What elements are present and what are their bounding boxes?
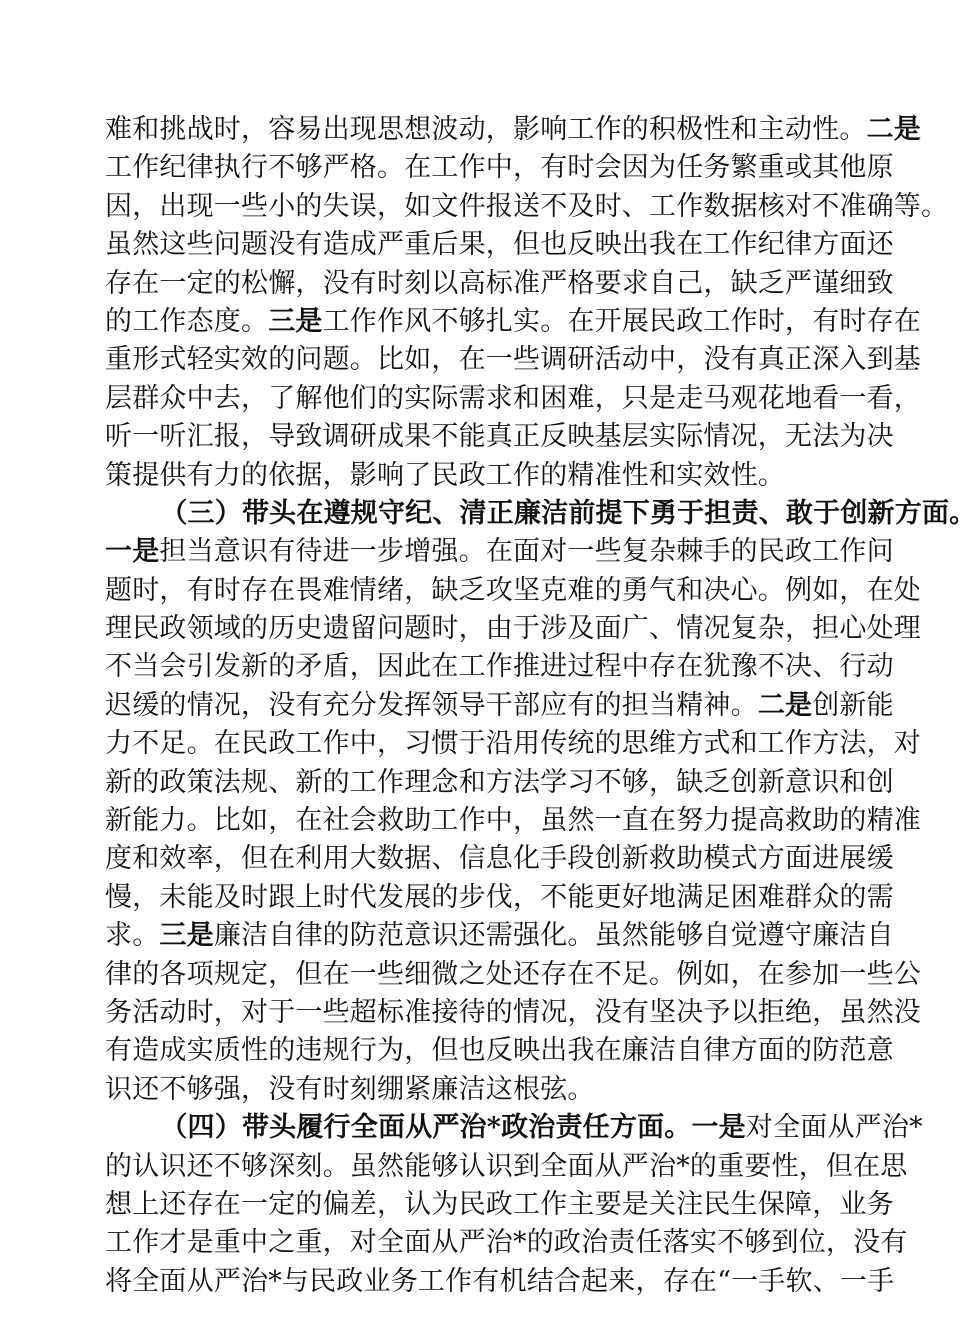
line-text: 新能力。比如，在社会救助工作中，虽然一直在努力提高救助的精准: [105, 805, 921, 837]
text-line-19: [105, 802, 921, 840]
line-text: 难和挑战时，容易出现思想波动，影响工作的积极性和主动性。: [105, 114, 867, 145]
line-text: 慢，未能及时跟上时代发展的步伐，不能更好地满足困难群众的需: [105, 881, 894, 913]
line-text: 因，出现一些小的失误，如文件报送不及时、工作数据核对不准确等。: [105, 190, 949, 222]
text-line-16: [105, 687, 894, 725]
text-line-1: [105, 111, 922, 149]
section-heading-4: [105, 1109, 923, 1147]
bold-marker: 二是: [757, 689, 813, 721]
line-text: 策提供有力的依据，影响了民政工作的精准性和实效性。: [105, 459, 785, 491]
line-text: 的认识还不够深刻。虽然能够认识到全面从严治*的重要性，但在思: [105, 1150, 908, 1182]
text-line-31: [105, 1263, 895, 1301]
text-line-21: [105, 879, 894, 917]
text-line-13: [105, 572, 921, 610]
text-line-14: [105, 610, 921, 648]
line-text: 题时，有时存在畏难情绪，缺乏攻坚克难的勇气和决心。例如，在处: [105, 574, 921, 606]
line-text: 虽然这些问题没有造成严重后果，但也反映出我在工作纪律方面还: [105, 229, 894, 261]
line-text: 重形式轻实效的问题。比如，在一些调研活动中，没有真正深入到基: [105, 344, 921, 376]
line-text: 的工作态度。: [105, 305, 269, 337]
text-line-18: [105, 764, 894, 802]
line-text: 工作纪律执行不够严格。在工作中，有时会因为任务繁重或其他原: [105, 152, 894, 184]
line-text: 度和效率，但在利用大数据、信息化手段创新救助模式方面进展缓: [105, 843, 894, 875]
bold-marker: 二是: [866, 114, 922, 145]
text-line-4: [105, 226, 894, 264]
text-line-5: [105, 265, 894, 303]
text-line-10: [105, 457, 850, 495]
text-line-28: [105, 1148, 908, 1186]
line-text: 律的各项规定，但在一些细微之处还存在不足。例如，在参加一些公: [105, 958, 921, 990]
line-text: 迟缓的情况，没有充分发挥领导干部应有的担当精神。: [105, 689, 758, 721]
line-text: 理民政领域的历史遗留问题时，由于涉及面广、情况复杂，担心处理: [105, 613, 921, 645]
text-line-29: [105, 1186, 894, 1224]
section-heading-text: （三）带头在遵规守纪、清正廉洁前提下勇于担责、敢于创新方面。: [160, 497, 976, 529]
line-text: 廉洁自律的防范意识还需强化。虽然能够自觉遵守廉洁自: [213, 920, 894, 952]
line-text: 将全面从严治*与民政业务工作有机结合起来，存在“一手软、一手: [105, 1265, 895, 1297]
text-line-6: [105, 303, 922, 341]
line-text: 有造成实质性的违规行为，但也反映出我在廉洁自律方面的防范意: [105, 1035, 894, 1067]
line-text: 对全面从严治*: [745, 1112, 923, 1144]
text-line-2: [105, 149, 894, 187]
text-line-8: [105, 380, 921, 418]
text-line-24: [105, 994, 921, 1032]
line-text: 力不足。在民政工作中，习惯于沿用传统的思维方式和工作方法，对: [105, 728, 921, 760]
line-text: 创新能: [812, 689, 894, 721]
text-line-25: [105, 1032, 894, 1070]
line-text: 层群众中去，了解他们的实际需求和困难，只是走马观花地看一看，: [105, 382, 921, 414]
bold-marker: 三是: [159, 920, 214, 952]
text-line-7: [105, 341, 921, 379]
document-body: [105, 111, 976, 1301]
text-line-17: [105, 725, 921, 763]
line-text: 务活动时，对于一些超标准接待的情况，没有坚决予以拒绝，虽然没: [105, 996, 921, 1028]
line-text: 听一听汇报，导致调研成果不能真正反映基层实际情况，无法为决: [105, 421, 894, 453]
text-line-12: [105, 533, 894, 571]
text-line-15: [105, 648, 894, 686]
line-text: 求。: [105, 920, 160, 952]
text-line-26: [105, 1071, 850, 1109]
line-text: 想上还存在一定的偏差，认为民政工作主要是关注民生保障，业务: [105, 1188, 894, 1220]
section-heading-text: （四）带头履行全面从严治*政治责任方面。一是: [160, 1112, 746, 1144]
line-text: 工作作风不够扎实。在开展民政工作时，有时存在: [322, 305, 922, 337]
section-heading-3: [105, 495, 976, 533]
text-line-22: [105, 917, 894, 955]
text-line-30: [105, 1224, 908, 1262]
text-line-3: [105, 188, 949, 226]
line-text: 不当会引发新的矛盾，因此在工作推进过程中存在犹豫不决、行动: [105, 651, 894, 683]
text-line-20: [105, 840, 894, 878]
line-text: 新的政策法规、新的工作理念和方法学习不够，缺乏创新意识和创: [105, 766, 894, 798]
text-line-23: [105, 956, 921, 994]
line-text: 存在一定的松懈，没有时刻以高标准严格要求自己，缺乏严谨细致: [105, 267, 894, 299]
line-text: 识还不够强，没有时刻绷紧廉洁这根弦。: [105, 1073, 595, 1105]
bold-marker: 一是: [105, 536, 160, 568]
line-text: 工作才是重中之重，对全面从严治*的政治责任落实不够到位，没有: [105, 1227, 908, 1259]
text-line-9: [105, 418, 894, 456]
bold-marker: 三是: [268, 305, 323, 337]
line-text: 担当意识有待进一步增强。在面对一些复杂棘手的民政工作问: [159, 536, 894, 568]
